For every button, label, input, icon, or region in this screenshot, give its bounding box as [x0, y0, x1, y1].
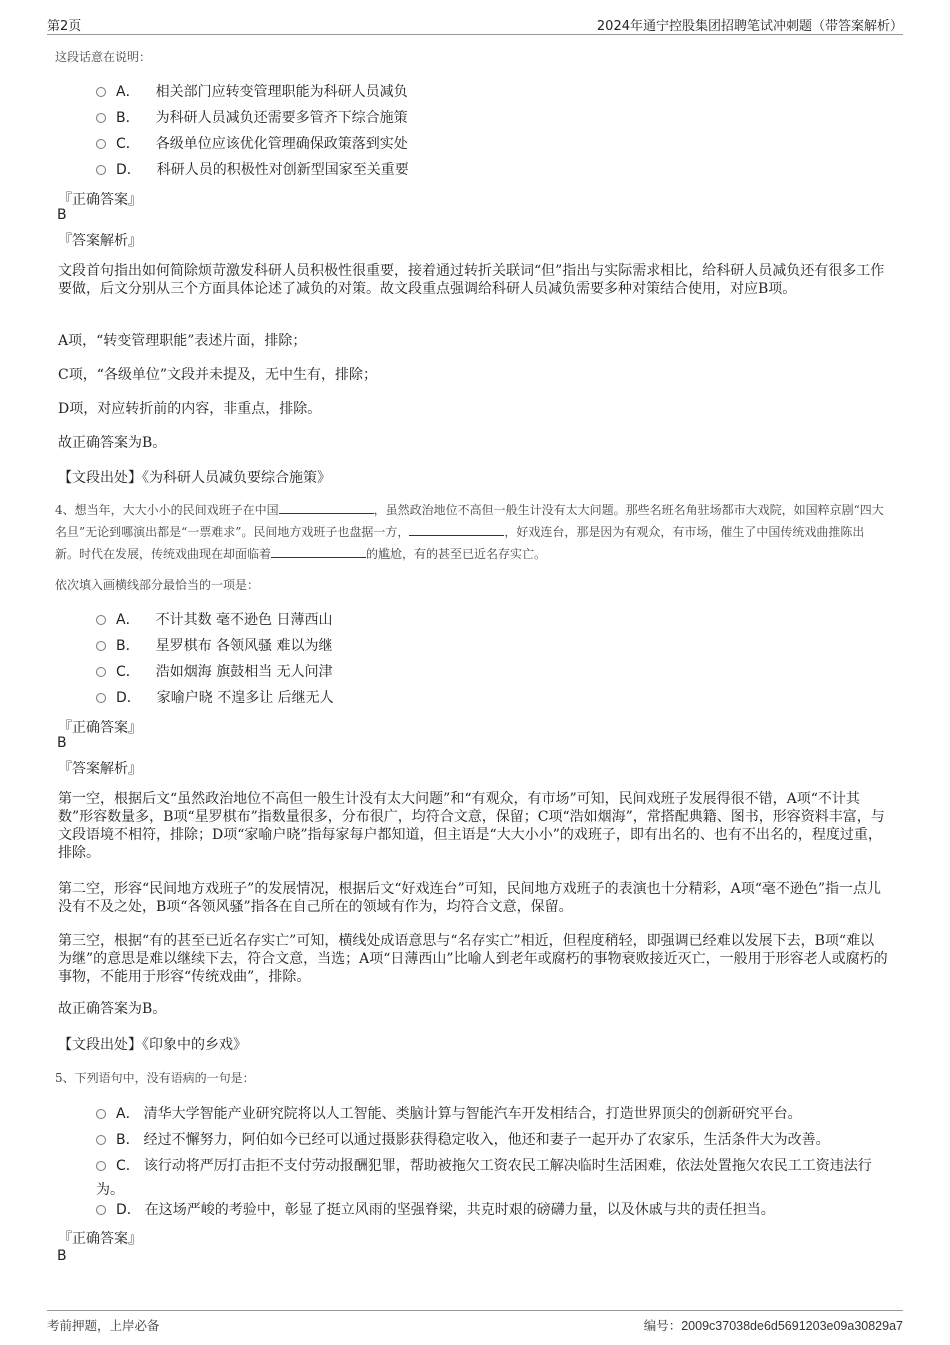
option-text: 在这场严峻的考验中，彰显了挺立风雨的坚强脊梁，共克时艰的磅礴力量，以及休戚与共的责任担当。	[144, 1202, 775, 1218]
option-letter: B．	[116, 1132, 140, 1148]
option-text: 浩如烟海 旗鼓相当 无人问津	[155, 664, 333, 680]
q4-analysis-para: 第二空，形容“民间地方戏班子”的发展情况，根据后文“好戏连台”可知，民间地方戏班子的表演也十分精彩，A项“毫不逊色”指一点儿没有不及之处，B项“各领风骚”指各在自己所在的领域有作为，均符合文意，保留。	[58, 881, 882, 915]
option-letter: D．	[116, 1202, 141, 1218]
code-value: 2009c37038de6d5691203e09a30829a7	[681, 1319, 903, 1333]
option-letter: A．	[116, 1106, 140, 1122]
q3-option-b[interactable]	[96, 106, 896, 130]
option-text: 清华大学智能产业研究院将以人工智能、类脑计算与智能汽车开发相结合，打造世界顶尖的创新研究平台。	[143, 1106, 802, 1122]
stem-text: 的尴尬，有的甚至已近名存实亡。	[366, 547, 547, 561]
page-footer	[47, 1310, 903, 1337]
q4-option-a[interactable]	[96, 608, 896, 632]
radio-button[interactable]	[96, 693, 106, 703]
q3-analysis-para: 文段首句指出如何简除烦苛激发科研人员积极性很重要，接着通过转折关联词“但”指出与实际需求相比，给科研人员减负还有很多工作要做，后文分别从三个方面具体论述了减负的对策。故文段重点强调给科研人员减负需要多种对策结合使用，对应B项。	[58, 263, 885, 297]
option-text: 为科研人员减负还需要多管齐下综合施策	[155, 110, 408, 126]
option-text: 家喻户晓 不遑多让 后继无人	[156, 690, 334, 706]
q4-analysis-para: 故正确答案为B。	[58, 1001, 167, 1017]
radio-button[interactable]	[96, 87, 106, 97]
radio-button[interactable]	[96, 113, 106, 123]
radio-button[interactable]	[96, 165, 106, 175]
option-letter: A．	[116, 84, 140, 100]
q5-answer-label: 『正确答案』	[58, 1231, 142, 1247]
option-letter: A．	[116, 612, 140, 628]
option-letter: C．	[116, 1158, 140, 1174]
q3-answer-label: 『正确答案』	[58, 192, 142, 208]
code-label: 编号：	[643, 1318, 682, 1333]
q3-analysis-para: A项，“转变管理职能”表述片面，排除；	[58, 333, 307, 349]
option-letter: B．	[116, 638, 140, 654]
q3-option-c[interactable]	[96, 132, 896, 156]
radio-button[interactable]	[96, 1135, 106, 1145]
q4-option-d[interactable]	[96, 686, 896, 710]
q5-option-c[interactable]	[96, 1154, 896, 1202]
q3-analysis-para: C项，“各级单位”文段并未提及，无中生有，排除；	[58, 367, 378, 383]
option-letter: D．	[116, 690, 141, 706]
q4-stem	[55, 499, 885, 565]
stem-text: ，虽然政治地位不高但一般生计没有太大问题。那些名班名角驻场都市大戏院，如国粹京剧“四大名旦”无论到哪演出都是“一票难求”。民间地方戏班子也盘据一方，	[55, 503, 884, 539]
q5-option-d[interactable]	[96, 1198, 896, 1222]
radio-button[interactable]	[96, 1205, 106, 1215]
q3-analysis-para: 故正确答案为B。	[58, 435, 167, 451]
fill-blank[interactable]	[409, 522, 504, 536]
q4-option-c[interactable]	[96, 660, 896, 684]
page-number: 第2页	[47, 19, 82, 34]
document-title: 2024年通宁控股集团招聘笔试冲刺题（带答案解析）	[596, 19, 903, 34]
fill-blank[interactable]	[279, 500, 374, 514]
radio-button[interactable]	[96, 1109, 106, 1119]
stem-text: 4、想当年，大大小小的民间戏班子在中国	[55, 503, 279, 517]
option-letter: D．	[116, 162, 141, 178]
radio-button[interactable]	[96, 667, 106, 677]
q4-prompt: 依次填入画横线部分最恰当的一项是：	[55, 578, 260, 592]
option-text: 各级单位应该优化管理确保政策落到实处	[155, 136, 408, 152]
option-letter: B．	[116, 110, 140, 126]
option-text: 该行动将严厉打击拒不支付劳动报酬犯罪，帮助被拖欠工资农民工解决临时生活困难，依法处置拖欠农民工工资违法行为。	[96, 1158, 872, 1198]
q4-source: 【文段出处】《印象中的乡戏》	[58, 1037, 247, 1053]
q4-analysis-label: 『答案解析』	[58, 761, 142, 777]
q3-analysis-label: 『答案解析』	[58, 233, 142, 249]
q3-answer: B	[57, 207, 67, 223]
q3-source: 【文段出处】《为科研人员减负要综合施策》	[58, 470, 331, 486]
q4-answer-label: 『正确答案』	[58, 720, 142, 736]
q4-analysis-para: 第一空，根据后文“虽然政治地位不高但一般生计没有太大问题”和“有观众，有市场”可知，民间戏班子发展得很不错，A项“不计其数”形容数量多，B项“星罗棋布”指数量很多，分布很广，均符合文意，保留；C项“浩如烟海”，常搭配典籍、图书，形容资料丰富，与文段语境不相符，排除；D项“家喻户晓”指每家每户都知道，但主语是“大大小小”的戏班子，即有出名的、也有不出名的，程度过重，排除。	[58, 791, 885, 861]
option-text: 相关部门应转变管理职能为科研人员减负	[155, 84, 408, 100]
q4-analysis-para: 第三空，根据“有的甚至已近名存实亡”可知，横线处成语意思与“名存实亡”相近，但程度稍轻，即强调已经难以发展下去，B项“难以为继”的意思是难以继续下去，符合文意，当选；A项“日薄西山”比喻人到老年或腐朽的事物衰败接近灭亡，一般用于形容老人或腐朽的事物，不能用于形容“传统戏曲”，排除。	[58, 933, 888, 985]
radio-button[interactable]	[96, 1161, 106, 1171]
option-text: 不计其数 毫不逊色 日薄西山	[155, 612, 333, 628]
option-letter: C．	[116, 136, 140, 152]
q3-analysis-para: D项，对应转折前的内容，非重点，排除。	[58, 401, 322, 417]
q5-stem: 5、下列语句中，没有语病的一句是：	[55, 1071, 255, 1085]
fill-blank[interactable]	[271, 544, 366, 558]
document-code	[644, 1316, 903, 1334]
q4-option-b[interactable]	[96, 634, 896, 658]
option-text: 经过不懈努力，阿伯如今已经可以通过摄影获得稳定收入，他还和妻子一起开办了农家乐，生活条件大为改善。	[143, 1132, 830, 1148]
q4-answer: B	[57, 735, 67, 751]
q5-option-b[interactable]	[96, 1128, 896, 1152]
page-header	[47, 12, 903, 35]
q3-prompt: 这段话意在说明：	[55, 50, 152, 64]
stem-text: ，好戏连台，那是因为有观众，有市场，催生了中国传统戏曲推陈出新。时代在发展，传统戏曲现在却面临着	[55, 525, 865, 561]
option-text: 科研人员的积极性对创新型国家至关重要	[156, 162, 409, 178]
q3-option-d[interactable]	[96, 158, 896, 182]
radio-button[interactable]	[96, 641, 106, 651]
footer-slogan: 考前押题，上岸必备	[47, 1318, 160, 1333]
q5-option-a[interactable]	[96, 1102, 896, 1126]
option-text: 星罗棋布 各领风骚 难以为继	[155, 638, 333, 654]
q3-option-a[interactable]	[96, 80, 896, 104]
radio-button[interactable]	[96, 615, 106, 625]
option-letter: C．	[116, 664, 140, 680]
radio-button[interactable]	[96, 139, 106, 149]
q5-answer: B	[57, 1248, 67, 1264]
